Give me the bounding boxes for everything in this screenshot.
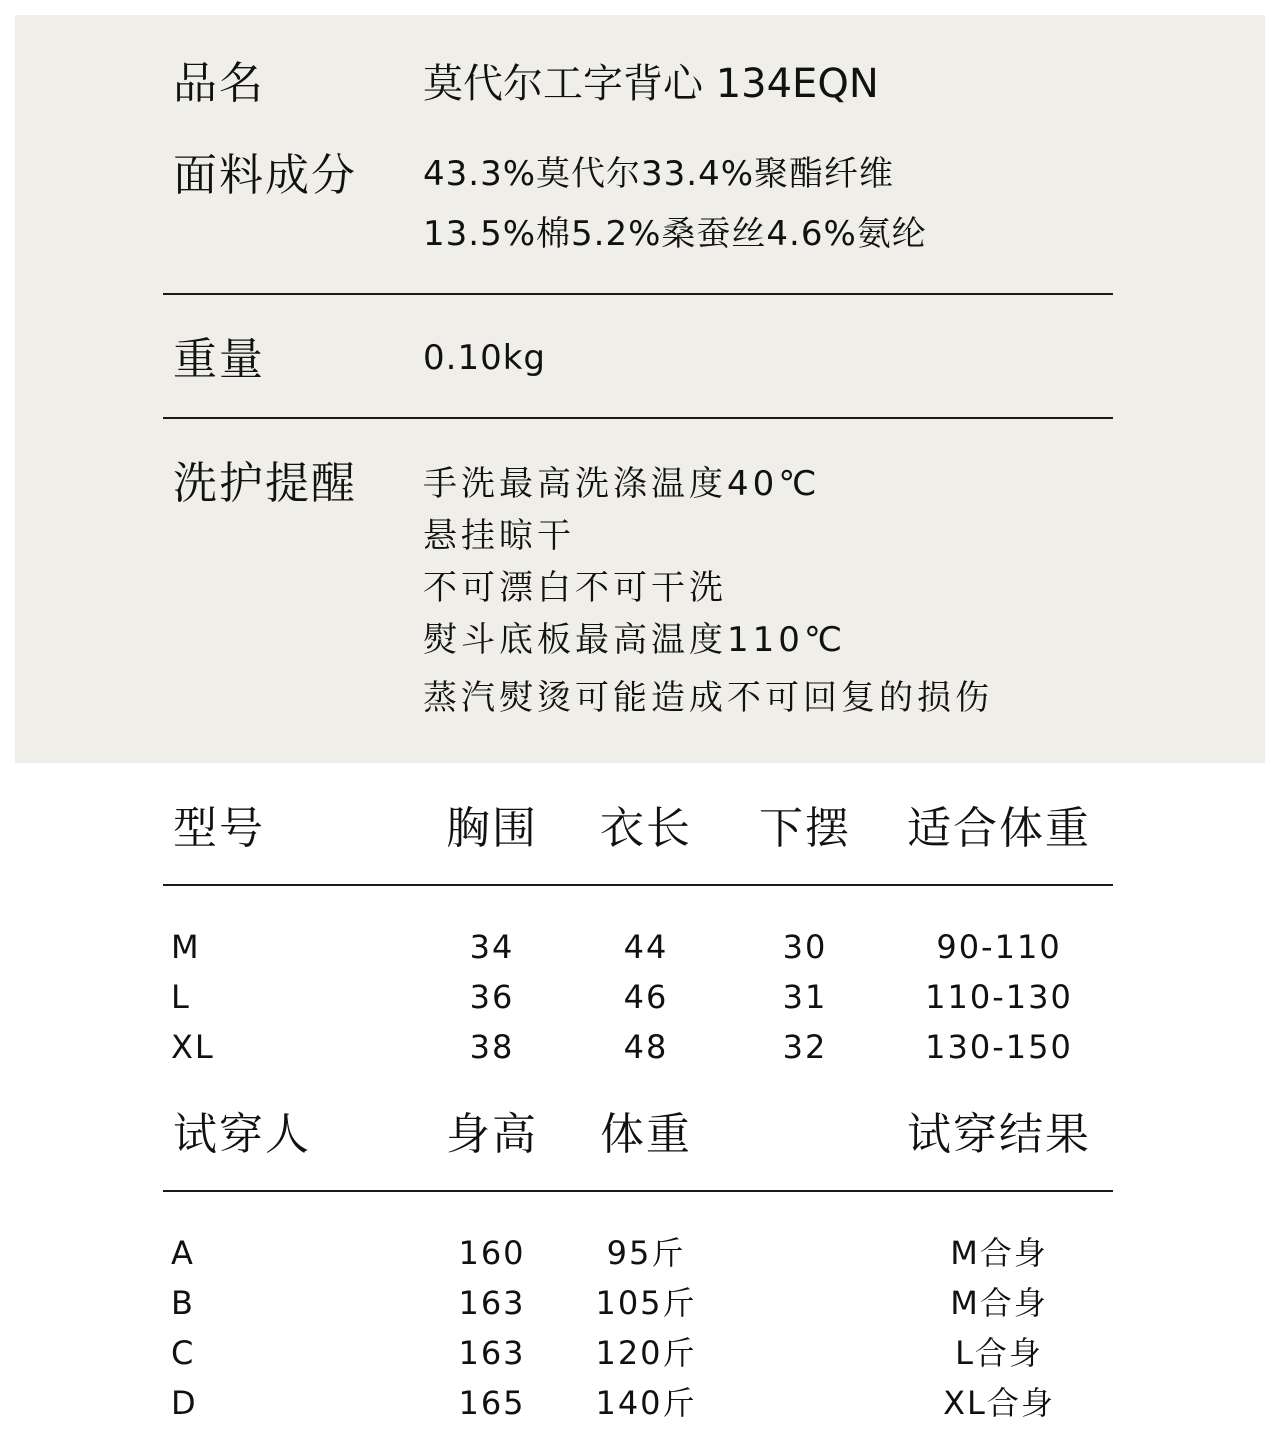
fit-cell: L合身 [955, 1334, 1043, 1372]
weight-label: 重量 [173, 334, 265, 385]
care-label: 洗护提醒 [173, 458, 357, 509]
size-cell: 44 [623, 928, 669, 966]
fit-cell: 163 [458, 1284, 526, 1322]
fit-cell: D [171, 1384, 198, 1422]
size-header-weight-range: 适合体重 [907, 803, 1091, 854]
fit-cell: 163 [458, 1334, 526, 1372]
size-cell: 130-150 [925, 1028, 1073, 1066]
fit-cell: M合身 [950, 1284, 1048, 1322]
size-cell: 30 [782, 928, 828, 966]
size-cell: 38 [469, 1028, 515, 1066]
size-cell: 32 [782, 1028, 828, 1066]
fit-header-height: 身高 [446, 1109, 538, 1160]
fit-cell: 140斤 [595, 1384, 697, 1422]
size-cell: M [171, 928, 201, 966]
fit-header-result: 试穿结果 [907, 1109, 1091, 1160]
fit-cell: 160 [458, 1234, 526, 1272]
divider [163, 1190, 1113, 1192]
care-item: 悬挂晾干 [423, 516, 575, 556]
fit-cell: 120斤 [595, 1334, 697, 1372]
size-cell: 31 [782, 978, 828, 1016]
product-name-value: 莫代尔工字背心 134EQN [423, 61, 879, 107]
product-name-label: 品名 [173, 58, 265, 109]
size-header-chest: 胸围 [446, 803, 538, 854]
care-item: 蒸汽熨烫可能造成不可回复的损伤 [423, 678, 993, 718]
fit-header-weight: 体重 [600, 1109, 692, 1160]
size-cell: 48 [623, 1028, 669, 1066]
divider [163, 884, 1113, 886]
size-header-length: 衣长 [600, 803, 692, 854]
fabric-label: 面料成分 [173, 150, 357, 201]
size-header-model: 型号 [173, 803, 265, 854]
fit-cell: XL合身 [943, 1384, 1055, 1422]
fit-cell: A [171, 1234, 195, 1272]
fit-cell: 165 [458, 1384, 526, 1422]
size-cell: 36 [469, 978, 515, 1016]
fit-cell: 105斤 [595, 1284, 697, 1322]
size-cell: 110-130 [925, 978, 1073, 1016]
fit-cell: 95斤 [606, 1234, 686, 1272]
fabric-line-2: 13.5%棉5.2%桑蚕丝4.6%氨纶 [423, 214, 927, 254]
size-cell: 34 [469, 928, 515, 966]
care-item: 手洗最高洗涤温度40℃ [423, 464, 821, 504]
divider [163, 417, 1113, 419]
weight-value: 0.10kg [423, 338, 546, 378]
care-item: 不可漂白不可干洗 [423, 568, 727, 608]
care-list [423, 456, 993, 722]
size-cell: XL [171, 1028, 215, 1066]
fabric-line-1: 43.3%莫代尔33.4%聚酯纤维 [423, 154, 895, 194]
care-item: 熨斗底板最高温度110℃ [423, 620, 847, 660]
fit-cell: C [171, 1334, 196, 1372]
fit-cell: B [171, 1284, 195, 1322]
size-cell: 90-110 [936, 928, 1062, 966]
size-header-hem: 下摆 [759, 803, 851, 854]
size-cell: 46 [623, 978, 669, 1016]
divider [163, 293, 1113, 295]
size-cell: L [171, 978, 191, 1016]
fit-cell: M合身 [950, 1234, 1048, 1272]
fit-header-tester: 试穿人 [173, 1109, 311, 1160]
